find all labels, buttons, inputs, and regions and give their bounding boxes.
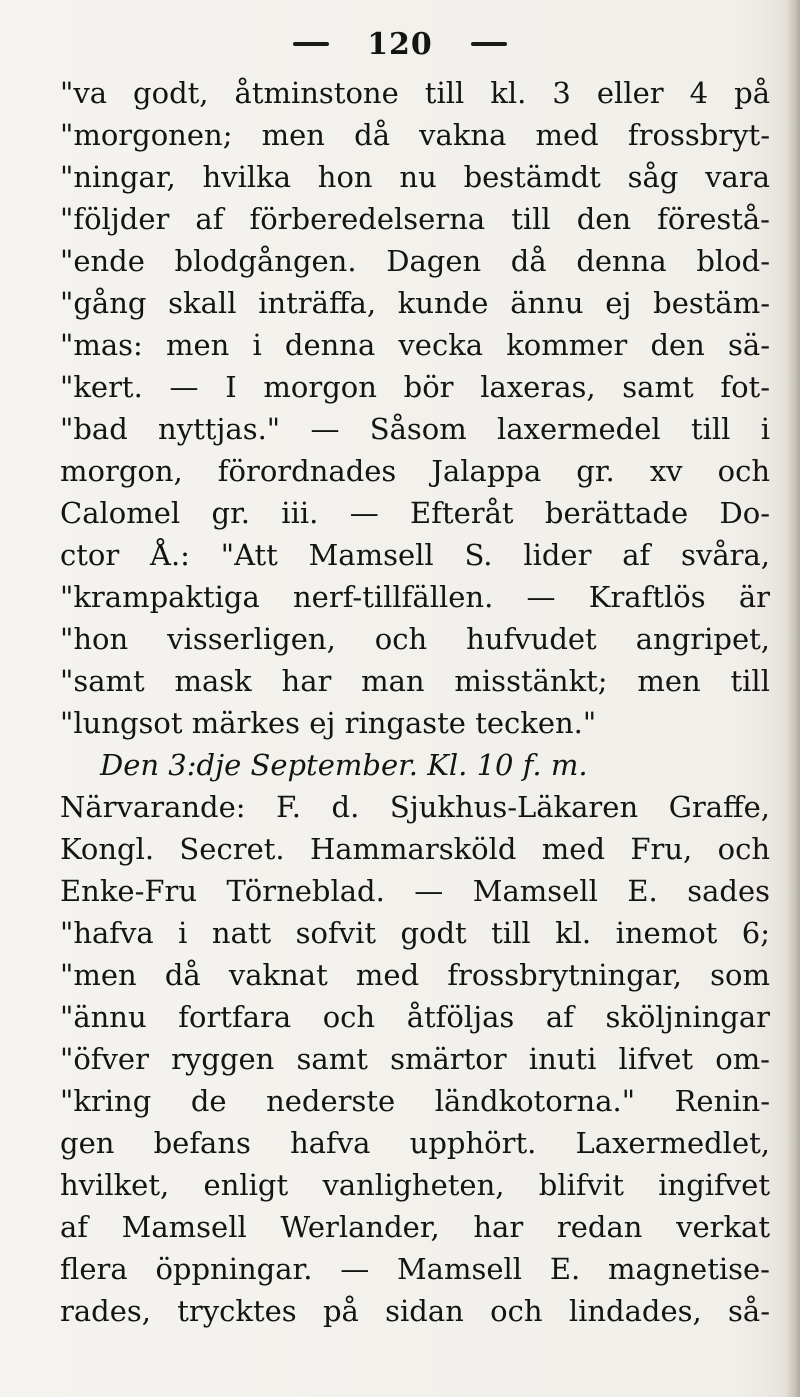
- text-line: "lungsot märkes ej ringaste tecken.": [60, 706, 597, 740]
- text-line: "gång skall inträffa, kunde ännu ej bestäm-: [60, 286, 770, 320]
- text-line: "följder af förberedelserna till den förestå-: [60, 202, 770, 236]
- text-line: "ännu fortfara och åtföljas af sköljningar: [60, 1000, 770, 1034]
- text-line: morgon, förordnades Jalappa gr. xv och: [60, 454, 770, 488]
- page-number: 120: [367, 26, 433, 62]
- text-line: "morgonen; men då vakna med frossbryt-: [60, 118, 770, 152]
- text-line: "hafva i natt sofvit godt till kl. inemot 6;: [60, 916, 770, 950]
- text-line: "mas: men i denna vecka kommer den sä-: [60, 328, 770, 362]
- date-heading: Den 3:dje September. Kl. 10 f. m.: [100, 748, 588, 782]
- text-line: flera öppningar. — Mamsell E. magnetise-: [60, 1252, 770, 1286]
- text-line: "bad nyttjas." — Såsom laxermedel till i: [60, 412, 770, 446]
- text-line: ctor Å.: "Att Mamsell S. lider af svåra,: [60, 538, 770, 572]
- text-line: gen befans hafva upphört. Laxermedlet,: [60, 1126, 770, 1160]
- text-line: rades, trycktes på sidan och lindades, så-: [60, 1294, 770, 1328]
- text-line: Kongl. Secret. Hammarsköld med Fru, och: [60, 832, 770, 866]
- page-header: [0, 24, 800, 64]
- text-line: Närvarande: F. d. Sjukhus-Läkaren Graffe,: [60, 790, 770, 824]
- body-text: [60, 72, 770, 1332]
- text-line: "kring de nederste ländkotorna." Renin-: [60, 1084, 770, 1118]
- text-line: "men då vaknat med frossbrytningar, som: [60, 958, 770, 992]
- text-line: "va godt, åtminstone till kl. 3 eller 4 på: [60, 76, 770, 110]
- text-line: "ende blodgången. Dagen då denna blod-: [60, 244, 770, 278]
- page-edge-shadow: [786, 0, 800, 1397]
- text-line: "hon visserligen, och hufvudet angripet,: [60, 622, 770, 656]
- text-line: "öfver ryggen samt smärtor inuti lifvet om-: [60, 1042, 770, 1076]
- text-line: "krampaktiga nerf-tillfällen. — Kraftlös är: [60, 580, 770, 614]
- text-line: Calomel gr. iii. — Efteråt berättade Do-: [60, 496, 770, 530]
- text-line: hvilket, enligt vanligheten, blifvit ingifvet: [60, 1168, 770, 1202]
- text-line: "ningar, hvilka hon nu bestämdt såg vara: [60, 160, 770, 194]
- header-dash-left: [293, 42, 329, 46]
- text-line: "kert. — I morgon bör laxeras, samt fot-: [60, 370, 770, 404]
- text-line: af Mamsell Werlander, har redan verkat: [60, 1210, 770, 1244]
- header-dash-right: [471, 42, 507, 46]
- text-line: Enke-Fru Törneblad. — Mamsell E. sades: [60, 874, 770, 908]
- text-line: "samt mask har man misstänkt; men till: [60, 664, 770, 698]
